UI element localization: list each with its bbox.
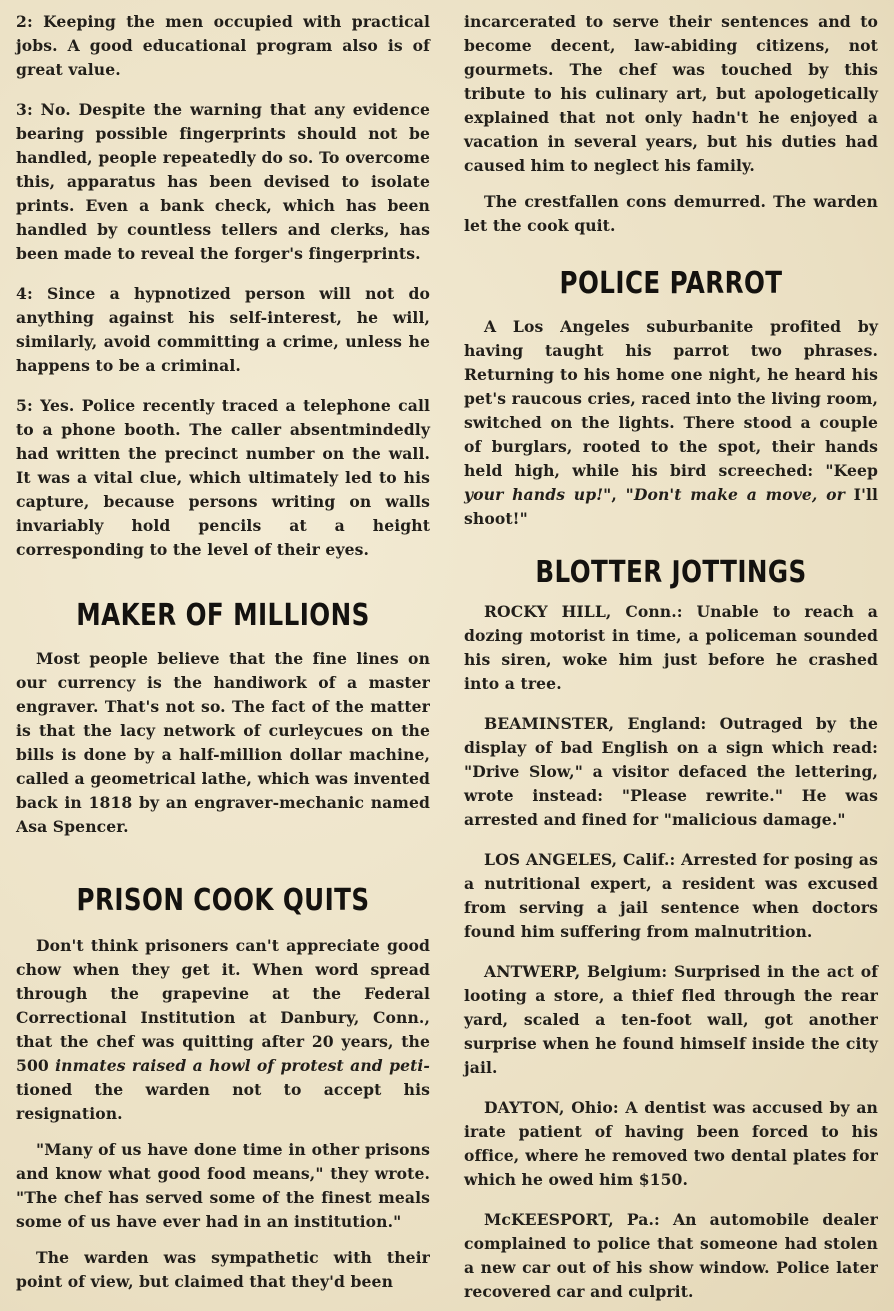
maker-of-millions-body: Most people believe that the fine lines on our currency is the handiwork of a master engraver. That's not so. The fact of the matter is that the lacy network of curleycues on the bills is done by a half-million dollar machine, called a geometrical lathe, which was invented back in 1818 by an engraver-mechanic named Asa Spencer. <box>16 649 430 836</box>
maker-of-millions-headline: MAKER OF MILLIONS <box>76 598 370 633</box>
blotter-item: BEAMINSTER, England: Outraged by the display of bad English on a sign which read: "Drive Slow," a visitor defaced the lettering, wrote instead: "Please rewrite." He was arrested and fined for "malicious damage." <box>464 714 878 829</box>
police-parrot-headline: POLICE PARROT <box>559 266 783 301</box>
answer-3: 3: No. Despite the warning that any evidence bearing possible fingerprints should not be handled, people repeatedly do so. To overcome this, apparatus has been devised to isolate prints. Even a bank check, which has been handled by countless tellers and clerks, has been made to reveal the forger's fingerprints. <box>16 100 430 263</box>
blotter-item: ANTWERP, Belgium: Surprised in the act of looting a store, a thief fled through the rear yard, scaled a ten-foot wall, got another surprise when he found himself inside the city jail. <box>464 962 878 1077</box>
prison-cook-continuation: incarcerated to serve their sentences and to become decent, law-abiding citizens, not gourmets. The chef was touched by this tribute to his culinary art, but apologetically explained that not only hadn't he enjoyed a vacation in several years, but his duties had caused him to neglect his family. <box>464 12 878 175</box>
blotter-item: McKEESPORT, Pa.: An automobile dealer complained to police that someone had stolen a new car out of his show window. Police later recovered car and culprit. <box>464 1210 878 1301</box>
police-parrot-body: A Los Angeles suburbanite profited by having taught his parrot two phrases. Returning to his home one night, he heard his pet's raucous cries, raced into the living room, switched on the lights. There stood a couple of burglars, rooted to the spot, their hands held high, while his bird screeched: "Keep your hands up!", "Don't make a move, or I'll shoot!" <box>464 317 878 528</box>
prison-cook-ending: The crestfallen cons demurred. The warden let the cook quit. <box>464 192 878 235</box>
blotter-item: DAYTON, Ohio: A dentist was accused by an irate patient of having been forced to his office, where he removed two dental plates for which he owed him $150. <box>464 1098 878 1189</box>
blotter-item: LOS ANGELES, Calif.: Arrested for posing as a nutritional expert, a resident was excused from serving a jail sentence when doctors found him suffering from malnutrition. <box>464 850 878 941</box>
prison-cook-paragraph-3: The warden was sympathetic with their point of view, but claimed that they'd been <box>16 1248 430 1291</box>
prison-cook-paragraph-1: Don't think prisoners can't appreciate good chow when they get it. When word spread through the grapevine at the Federal Correctional Institution at Danbury, Conn., that the chef was quitting after 20 years, the 500 inmates raised a howl of protest and peti-tioned the warden not to accept his resignation. <box>16 936 430 1123</box>
prison-cook-quits-headline: PRISON COOK QUITS <box>76 883 370 918</box>
right-column <box>464 0 878 1304</box>
blotter-item: ROCKY HILL, Conn.: Unable to reach a dozing motorist in time, a policeman sounded his siren, woke him just before he crashed into a tree. <box>464 602 878 693</box>
answer-5: 5: Yes. Police recently traced a telephone call to a phone booth. The caller absentmindedly had written the precinct number on the wall. It was a vital clue, which ultimately led to his capture, because persons writing on walls invariably hold pencils at a height corresponding to the level of their eyes. <box>16 396 430 559</box>
left-column <box>16 0 430 1294</box>
answer-2: 2: Keeping the men occupied with practical jobs. A good educational program also is of great value. <box>16 12 430 79</box>
blotter-jottings-headline: BLOTTER JOTTINGS <box>535 555 807 590</box>
prison-cook-paragraph-2: "Many of us have done time in other prisons and know what good food means," they wrote. "The chef has served some of the finest meals some of us have ever had in an institution." <box>16 1140 430 1231</box>
answer-4: 4: Since a hypnotized person will not do anything against his self-interest, he will, similarly, avoid committing a crime, unless he happens to be a criminal. <box>16 284 430 375</box>
